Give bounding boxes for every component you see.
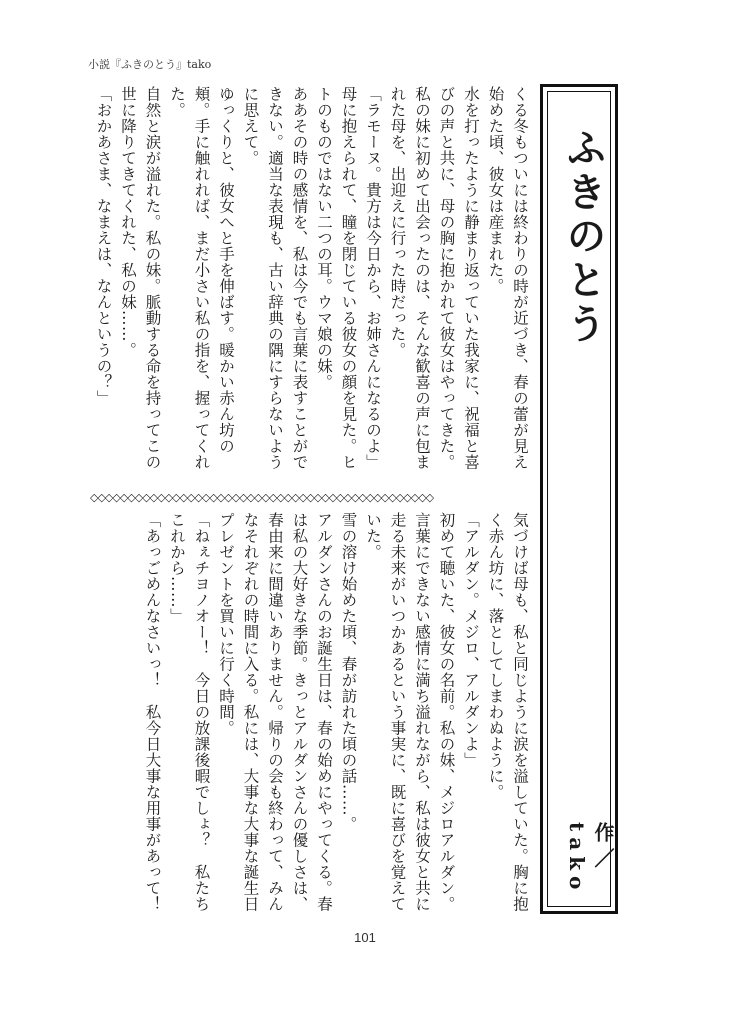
paragraph: 「ねぇチヨノオー！ 今日の放課後暇でしょ？ 私たちこれから……」 (168, 512, 211, 912)
paragraph: くる冬もついには終わりの時が近づき、春の蕾が見え始めた頃、彼女は産まれた。 (486, 86, 529, 470)
section-divider: ◇◇◇◇◇◇◇◇◇◇◇◇◇◇◇◇◇◇◇◇◇◇◇◇◇◇◇◇◇◇◇◇◇◇◇◇◇◇◇◇◇◇◇◇◇◇ (90, 492, 434, 504)
author-credit: 作／tako (565, 822, 615, 896)
paragraph: 「おかあさま、なまえは、なんというの？」 (94, 86, 113, 406)
paragraph: 「あっごめんなさいっ！ 私今日大事な用事があって！ (143, 512, 162, 912)
paragraph: ゆっくりと、彼女へと手を伸ばす。暖かい赤ん坊の頬。手に触れれば、まだ小さい私の指を、握ってくれた。 (168, 86, 235, 470)
paragraph: 母に抱えられて、瞳を閉じている彼女の顔を見た。ヒトのものではない二つの耳。ウマ娘の妹。 (315, 86, 358, 470)
paragraph: 「アルダン。メジロ、アルダンよ」 (462, 512, 480, 768)
story-title: ふきのとう (560, 127, 607, 347)
paragraph: 気づけば母も、私と同じように涙を溢していた。胸に抱く赤ん坊に、落としてしまわぬように。 (486, 512, 529, 912)
running-header: 小説『ふきのとう』tako (88, 58, 212, 71)
text-column-bottom (82, 512, 532, 912)
text-column-top (82, 86, 532, 481)
title-box (540, 84, 618, 914)
paragraph: 自然と涙が溢れた。私の妹。脈動する命を持ってこの世に降りてきてくれた、私の妹……。 (119, 86, 162, 470)
paragraph: アルダンさんのお誕生日は、春の始めにやってくる。春は私の大好きな季節。きっとアルダンさんの優しさは、春由来に間違いありません。帰りの会も終わって、みんなそれぞれの時間に入る。私には、大事な大事な誕生日プレゼントを買いに行く時間。 (217, 512, 333, 912)
paragraph: 「ラモーヌ。貴方は今日から、お姉さんになるのよ」 (364, 86, 382, 470)
paragraph: 初めて聴いた、彼女の名前。私の妹、メジロアルダン。言葉にできない感情に満ち溢れながら、私は彼女と共に走る未来がいつかあるという事実に、既に喜びを覚えていた。 (364, 512, 456, 912)
paragraph: 雪の溶け始めた頃、春が訪れた頃の話……。 (339, 512, 358, 832)
paragraph: ああその時の感情を、私は今でも言葉に表すことができない。適当な表現も、古い辞典の隅にすらないように思えて。 (241, 86, 309, 470)
paragraph: 水を打ったように静まり返っていた我家に、祝福と喜びの声と共に、母の胸に抱かれて彼女はやってきた。私の妹に初めて出会ったのは、そんな歓喜の声に包まれた母を、出迎えに行った時だった。 (388, 86, 480, 470)
page-number: 101 (354, 930, 376, 945)
